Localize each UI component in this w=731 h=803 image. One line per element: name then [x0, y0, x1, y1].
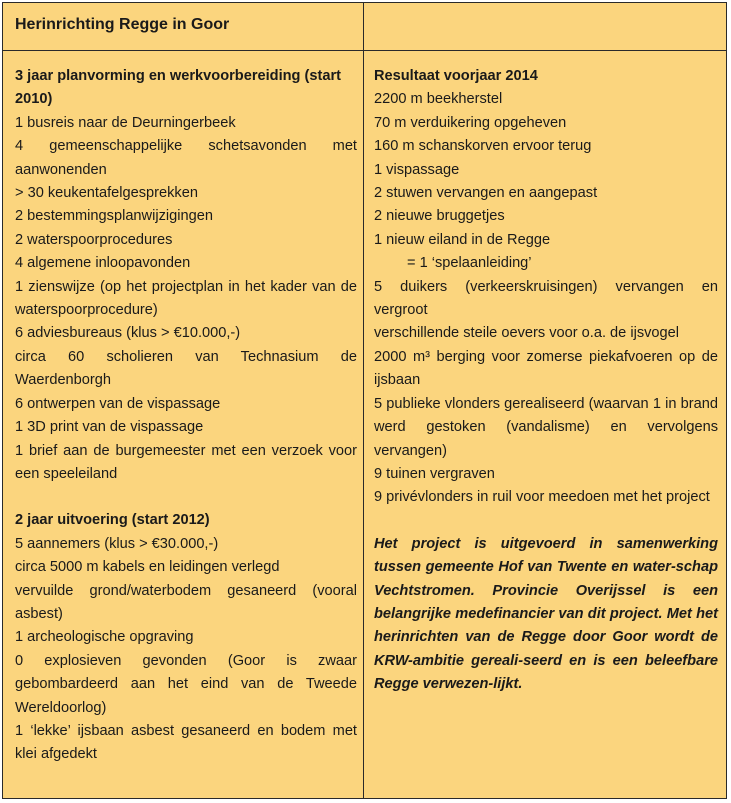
list-item: 1 ‘lekke’ ijsbaan asbest gesaneerd en bodem met klei afgedekt	[15, 722, 357, 763]
list-item: circa 60 scholieren van Technasium de Waerdenborgh	[15, 348, 357, 389]
list-item: 2000 m³ berging voor zomerse piekafvoeren op de ijsbaan	[374, 348, 718, 389]
list-item: 1 busreis naar de Deurningerbeek	[15, 114, 236, 131]
title-empty-cell	[364, 3, 726, 50]
list-item: 5 publieke vlonders gerealiseerd (waarvan 1 in brand werd gestoken (vandalisme) en vervolgens vervangen)	[374, 395, 718, 459]
list-item: 9 tuinen vergraven	[374, 465, 495, 482]
section-heading-execution: 2 jaar uitvoering (start 2012)	[15, 512, 210, 529]
list-item: 0 explosieven gevonden (Goor is zwaar gebombardeerd aan het eind van de Tweede Wereldoorlog)	[15, 652, 357, 716]
list-item: 160 m schanskorven ervoor terug	[374, 138, 592, 155]
list-item: 1 vispassage	[374, 161, 460, 178]
right-column	[364, 51, 726, 798]
section-spacer	[15, 486, 357, 509]
list-item: 2 stuwen vervangen en aangepast	[374, 185, 598, 202]
list-item: 2 bestemmingsplanwijzigingen	[15, 208, 213, 225]
section-heading-planning: 3 jaar planvorming en werkvoorbereiding (start 2010)	[15, 68, 342, 108]
list-item: 5 aannemers (klus > €30.000,-)	[15, 535, 219, 552]
list-item: verschillende steile oevers voor o.a. de ijsvogel	[374, 325, 680, 342]
list-item: 1 brief aan de burgemeester met een verzoek voor een speeleiland	[15, 442, 357, 482]
list-item: 1 nieuw eiland in de Regge	[374, 231, 551, 248]
body-row	[3, 51, 726, 798]
list-item: 2 nieuwe bruggetjes	[374, 208, 505, 225]
closing-statement: Het project is uitgevoerd in samenwerking tussen gemeente Hof van Twente en water-schap Vechtstromen. Provincie Overijssel is een belangrijke medefinancier van dit project. Met het herinrichten van de Regge door Goor wordt de KRW-ambitie gereali-seerd en is een beleefbare Regge verwezen-lijkt.	[374, 535, 718, 693]
list-item: 6 ontwerpen van de vispassage	[15, 395, 221, 412]
left-column	[3, 51, 364, 798]
section-heading-result: Resultaat voorjaar 2014	[374, 68, 538, 84]
list-item: 1 archeologische opgraving	[15, 629, 194, 646]
list-item: 1 3D print van de vispassage	[15, 419, 204, 436]
list-item: 4 algemene inloopavonden	[15, 255, 191, 272]
list-item: circa 5000 m kabels en leidingen verlegd	[15, 559, 280, 576]
list-item: 2200 m beekherstel	[374, 91, 503, 108]
info-table	[2, 2, 727, 799]
list-item: 1 zienswijze (op het projectplan in het kader van de waterspoorprocedure)	[15, 278, 357, 319]
list-item: 2 waterspoorprocedures	[15, 231, 173, 248]
page-title: Herinrichting Regge in Goor	[3, 3, 364, 50]
list-item: 4 gemeenschappelijke schetsavonden met aanwonenden	[15, 138, 357, 178]
list-item: 70 m verduikering opgeheven	[374, 114, 567, 131]
list-item: 9 privévlonders in ruil voor meedoen met het project	[374, 489, 710, 506]
list-item: vervuilde grond/waterbodem gesaneerd (vooral asbest)	[15, 582, 357, 622]
title-row	[3, 3, 726, 51]
list-item: 5 duikers (verkeerskruisingen) vervangen en vergroot	[374, 278, 718, 319]
list-item: > 30 keukentafelgesprekken	[15, 185, 198, 202]
list-item: 6 adviesbureaus (klus > €10.000,-)	[15, 325, 241, 342]
list-item-indented: = 1 ‘spelaanleiding’	[407, 255, 532, 272]
